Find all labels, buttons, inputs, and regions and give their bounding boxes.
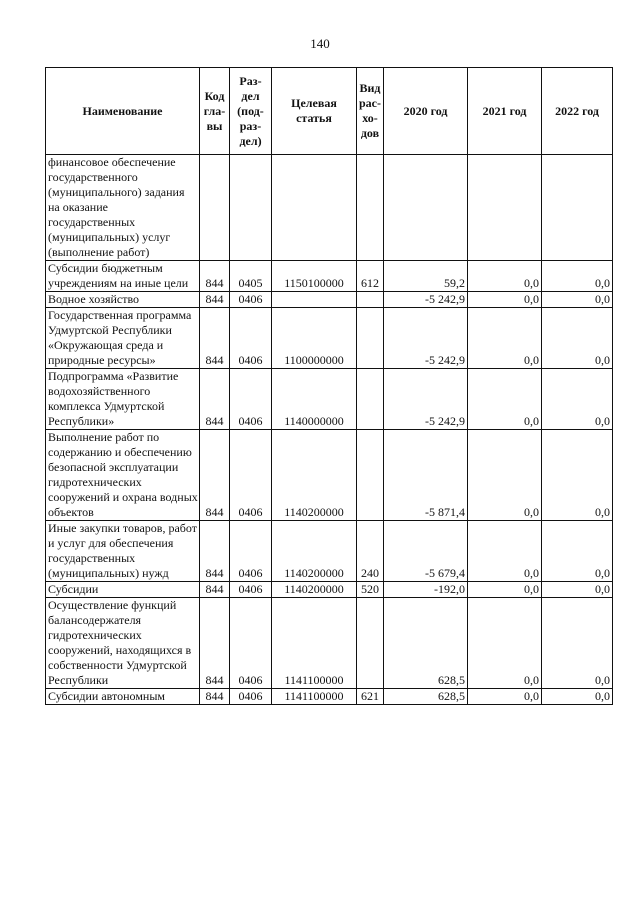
row-2020: 59,2 <box>384 261 468 292</box>
row-target: 1140200000 <box>272 430 357 521</box>
row-section: 0406 <box>230 689 272 705</box>
table-row <box>46 155 613 261</box>
row-2022: 0,0 <box>542 369 613 430</box>
row-target: 1140000000 <box>272 369 357 430</box>
row-2021: 0,0 <box>468 598 542 689</box>
row-chapter <box>200 155 230 261</box>
row-exp-type: 240 <box>357 521 384 582</box>
row-name: Подпрограмма «Развитие водохозяйственного комплекса Удмуртской Республики» <box>46 369 200 430</box>
row-name: Иные закупки товаров, работ и услуг для обеспечения государственных (муниципальных) нужд <box>46 521 200 582</box>
row-section: 0405 <box>230 261 272 292</box>
row-name: Выполнение работ по содержанию и обеспечению безопасной эксплуатации гидротехнических сооружений и охрана водных объектов <box>46 430 200 521</box>
row-chapter: 844 <box>200 598 230 689</box>
table-row <box>46 369 613 430</box>
row-2022: 0,0 <box>542 598 613 689</box>
row-2020: -5 242,9 <box>384 308 468 369</box>
row-target: 1140200000 <box>272 521 357 582</box>
row-name: Субсидии бюджетным учреждениям на иные цели <box>46 261 200 292</box>
budget-table <box>45 67 613 705</box>
header-expense-type: Вид рас- хо- дов <box>357 68 384 155</box>
table-row <box>46 430 613 521</box>
row-2020: -5 871,4 <box>384 430 468 521</box>
row-section: 0406 <box>230 521 272 582</box>
header-target-article: Целевая статья <box>272 68 357 155</box>
row-2021: 0,0 <box>468 261 542 292</box>
table-row <box>46 261 613 292</box>
row-exp-type: 612 <box>357 261 384 292</box>
row-2022: 0,0 <box>542 689 613 705</box>
table-row <box>46 582 613 598</box>
row-2021: 0,0 <box>468 308 542 369</box>
row-name: Субсидии <box>46 582 200 598</box>
row-chapter: 844 <box>200 369 230 430</box>
row-target: 1140200000 <box>272 582 357 598</box>
header-2020: 2020 год <box>384 68 468 155</box>
row-chapter: 844 <box>200 292 230 308</box>
row-chapter: 844 <box>200 430 230 521</box>
page-number: 140 <box>310 36 330 51</box>
table-row <box>46 689 613 705</box>
row-2022: 0,0 <box>542 430 613 521</box>
row-2022: 0,0 <box>542 261 613 292</box>
row-2021: 0,0 <box>468 521 542 582</box>
row-name: Водное хозяйство <box>46 292 200 308</box>
row-section: 0406 <box>230 308 272 369</box>
row-name: финансовое обеспечение государственного (муниципального) задания на оказание государственных (муниципальных) услуг (выполнение работ) <box>46 155 200 261</box>
row-target <box>272 155 357 261</box>
table-header-row <box>46 68 613 155</box>
row-2020: -5 679,4 <box>384 521 468 582</box>
row-section: 0406 <box>230 598 272 689</box>
row-exp-type <box>357 430 384 521</box>
row-2020: -5 242,9 <box>384 292 468 308</box>
row-exp-type <box>357 369 384 430</box>
row-chapter: 844 <box>200 261 230 292</box>
row-2022: 0,0 <box>542 292 613 308</box>
row-target: 1141100000 <box>272 598 357 689</box>
table-row <box>46 292 613 308</box>
row-exp-type <box>357 308 384 369</box>
row-section: 0406 <box>230 430 272 521</box>
row-exp-type: 520 <box>357 582 384 598</box>
header-section: Раз- дел (под- раз- дел) <box>230 68 272 155</box>
row-chapter: 844 <box>200 582 230 598</box>
row-chapter: 844 <box>200 689 230 705</box>
row-section <box>230 155 272 261</box>
row-2021: 0,0 <box>468 582 542 598</box>
row-2021: 0,0 <box>468 689 542 705</box>
row-2022 <box>542 155 613 261</box>
row-exp-type: 621 <box>357 689 384 705</box>
row-2020: -5 242,9 <box>384 369 468 430</box>
table-row <box>46 598 613 689</box>
row-2020 <box>384 155 468 261</box>
table-row <box>46 521 613 582</box>
table-row <box>46 308 613 369</box>
row-2020: 628,5 <box>384 689 468 705</box>
row-section: 0406 <box>230 369 272 430</box>
row-section: 0406 <box>230 292 272 308</box>
header-name: Наименование <box>46 68 200 155</box>
row-target <box>272 292 357 308</box>
row-target: 1100000000 <box>272 308 357 369</box>
row-2022: 0,0 <box>542 582 613 598</box>
row-chapter: 844 <box>200 521 230 582</box>
header-2022: 2022 год <box>542 68 613 155</box>
row-target: 1141100000 <box>272 689 357 705</box>
row-section: 0406 <box>230 582 272 598</box>
row-2020: 628,5 <box>384 598 468 689</box>
header-chapter-code: Код гла- вы <box>200 68 230 155</box>
row-target: 1150100000 <box>272 261 357 292</box>
row-name: Субсидии автономным <box>46 689 200 705</box>
row-2021: 0,0 <box>468 292 542 308</box>
row-2021: 0,0 <box>468 430 542 521</box>
row-2021: 0,0 <box>468 369 542 430</box>
row-2022: 0,0 <box>542 521 613 582</box>
row-name: Государственная программа Удмуртской Республики «Окружающая среда и природные ресурсы» <box>46 308 200 369</box>
row-chapter: 844 <box>200 308 230 369</box>
row-exp-type <box>357 598 384 689</box>
row-name: Осуществление функций балансодержателя гидротехнических сооружений, находящихся в собственности Удмуртской Республики <box>46 598 200 689</box>
row-2020: -192,0 <box>384 582 468 598</box>
row-2022: 0,0 <box>542 308 613 369</box>
row-exp-type <box>357 292 384 308</box>
row-exp-type <box>357 155 384 261</box>
row-2021 <box>468 155 542 261</box>
header-2021: 2021 год <box>468 68 542 155</box>
